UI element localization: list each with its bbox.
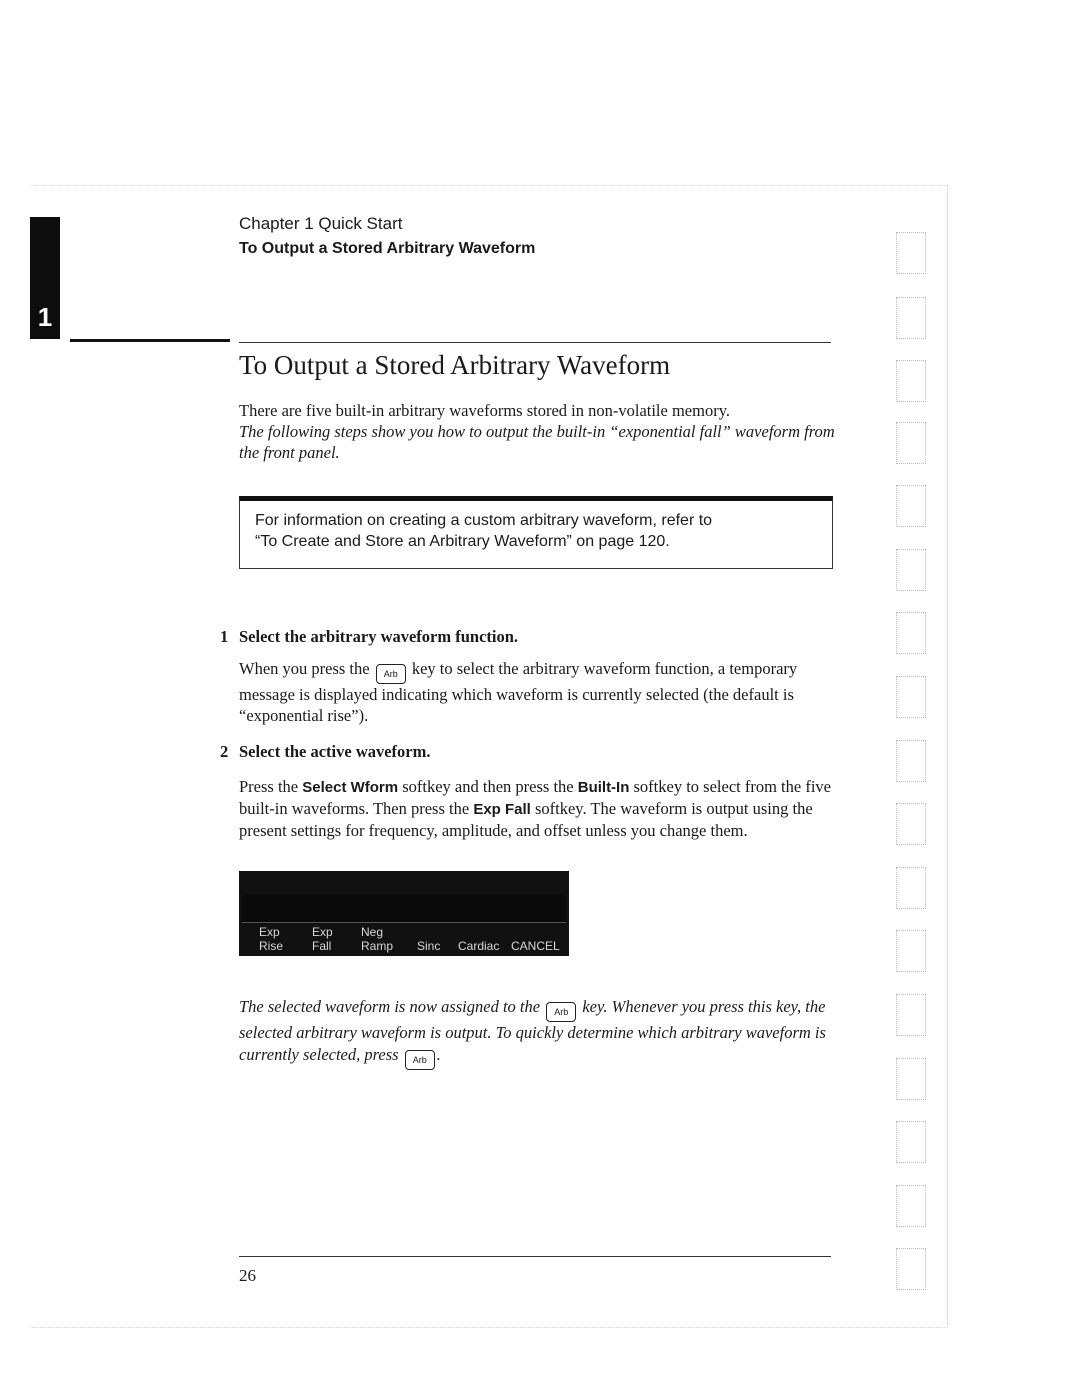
softkey-line: CANCEL bbox=[511, 939, 560, 953]
step-title: Select the active waveform. bbox=[239, 742, 431, 761]
softkey-line bbox=[458, 925, 499, 939]
softkey-cardiac bbox=[458, 925, 499, 953]
note-line-2: “To Create and Store an Arbitrary Waveform” on page 120. bbox=[255, 533, 670, 550]
step2-text-4: softkey. The waveform is output using the present settings for frequency, amplitude, and offset unless you change them. bbox=[239, 799, 813, 840]
softkey-line: Cardiac bbox=[458, 939, 500, 953]
step-number: 1 bbox=[220, 627, 229, 646]
arb-key-icon: Arb bbox=[546, 1002, 576, 1022]
step-number: 2 bbox=[220, 742, 229, 761]
display-message-area bbox=[242, 895, 566, 923]
softkey-label: Built-In bbox=[577, 779, 630, 796]
intro-paragraph bbox=[239, 400, 839, 463]
softkey-exp-rise bbox=[259, 925, 283, 953]
softkey-exp-fall bbox=[312, 925, 333, 953]
softkey-line: Ramp bbox=[361, 939, 394, 953]
page-edge-top bbox=[30, 185, 947, 187]
softkey-line: Rise bbox=[259, 939, 284, 953]
section-title: To Output a Stored Arbitrary Waveform bbox=[239, 350, 671, 380]
thumb-index-mark bbox=[896, 549, 926, 591]
step2-text-3: softkey to select from the five built-in waveforms. Then press the bbox=[239, 777, 831, 818]
step2-text-2: softkey and then press the bbox=[402, 777, 574, 796]
thumb-index-mark bbox=[896, 930, 926, 972]
softkey-label: Select Wform bbox=[302, 779, 399, 796]
softkey-line: Sinc bbox=[417, 939, 441, 953]
step-body bbox=[239, 658, 839, 726]
arb-key-icon: Arb bbox=[376, 664, 406, 684]
thumb-index-mark bbox=[896, 676, 926, 718]
step1-text-post: key to select the arbitrary waveform function, a temporary message is displayed indicating which waveform is currently selected (the default is “exponential rise”). bbox=[239, 659, 798, 725]
softkey-sinc bbox=[417, 925, 440, 953]
step-body bbox=[239, 776, 839, 841]
note-line-1: For information on creating a custom arbitrary waveform, refer to bbox=[255, 512, 713, 529]
running-head-section: To Output a Stored Arbitrary Waveform bbox=[239, 240, 536, 257]
thumb-index-mark bbox=[896, 232, 926, 274]
page-edge-right bbox=[947, 185, 949, 1325]
intro-italic: The following steps show you how to output the built-in “exponential fall” waveform from the front panel. bbox=[239, 422, 835, 462]
thumb-index-mark bbox=[896, 1121, 926, 1163]
arb-key-icon: Arb bbox=[405, 1050, 435, 1070]
softkey-line: Exp bbox=[312, 925, 333, 939]
softkey-line: Fall bbox=[312, 939, 332, 953]
thumb-index-mark bbox=[896, 297, 926, 339]
softkey-line: Exp bbox=[259, 925, 280, 939]
softkey-line: Neg bbox=[361, 925, 384, 939]
softkey-label: Exp Fall bbox=[473, 801, 531, 818]
intro-line: There are five built-in arbitrary waveforms stored in non-volatile memory. bbox=[239, 401, 731, 420]
thumb-index-mark bbox=[896, 867, 926, 909]
closing-text-1: The selected waveform is now assigned to the bbox=[239, 997, 541, 1016]
thumb-index-mark bbox=[896, 803, 926, 845]
page-number: 26 bbox=[239, 1266, 256, 1285]
softkey-neg-ramp bbox=[361, 925, 393, 953]
chapter-tab bbox=[30, 217, 60, 339]
step2-text-1: Press the bbox=[239, 777, 299, 796]
closing-text-3: . bbox=[436, 1044, 441, 1064]
instrument-display bbox=[239, 871, 569, 956]
softkey-line bbox=[511, 925, 560, 939]
thumb-index-mark bbox=[896, 740, 926, 782]
thumb-index-mark bbox=[896, 994, 926, 1036]
thumb-index-mark bbox=[896, 485, 926, 527]
thumb-index-mark bbox=[896, 612, 926, 654]
softkey-cancel bbox=[511, 925, 560, 953]
page-edge-bottom bbox=[30, 1327, 947, 1329]
thumb-index-mark bbox=[896, 360, 926, 402]
chapter-tab-number: 1 bbox=[37, 302, 53, 332]
softkey-line bbox=[417, 925, 440, 939]
footer-divider bbox=[239, 1256, 831, 1257]
closing-text-2: key. Whenever you press this key, the selected arbitrary waveform is output. To quickly determine which arbitrary waveform is currently selected, press bbox=[239, 997, 826, 1064]
divider-thick bbox=[70, 339, 230, 342]
thumb-index-mark bbox=[896, 1248, 926, 1290]
note-text bbox=[255, 510, 825, 552]
thumb-index-mark bbox=[896, 422, 926, 464]
step1-text-pre: When you press the bbox=[239, 659, 370, 678]
thumb-index-mark bbox=[896, 1185, 926, 1227]
thumb-index-mark bbox=[896, 1058, 926, 1100]
step-title: Select the arbitrary waveform function. bbox=[239, 627, 519, 646]
running-head-chapter: Chapter 1 Quick Start bbox=[239, 214, 403, 233]
closing-paragraph bbox=[239, 996, 839, 1070]
divider-thin bbox=[239, 342, 831, 343]
